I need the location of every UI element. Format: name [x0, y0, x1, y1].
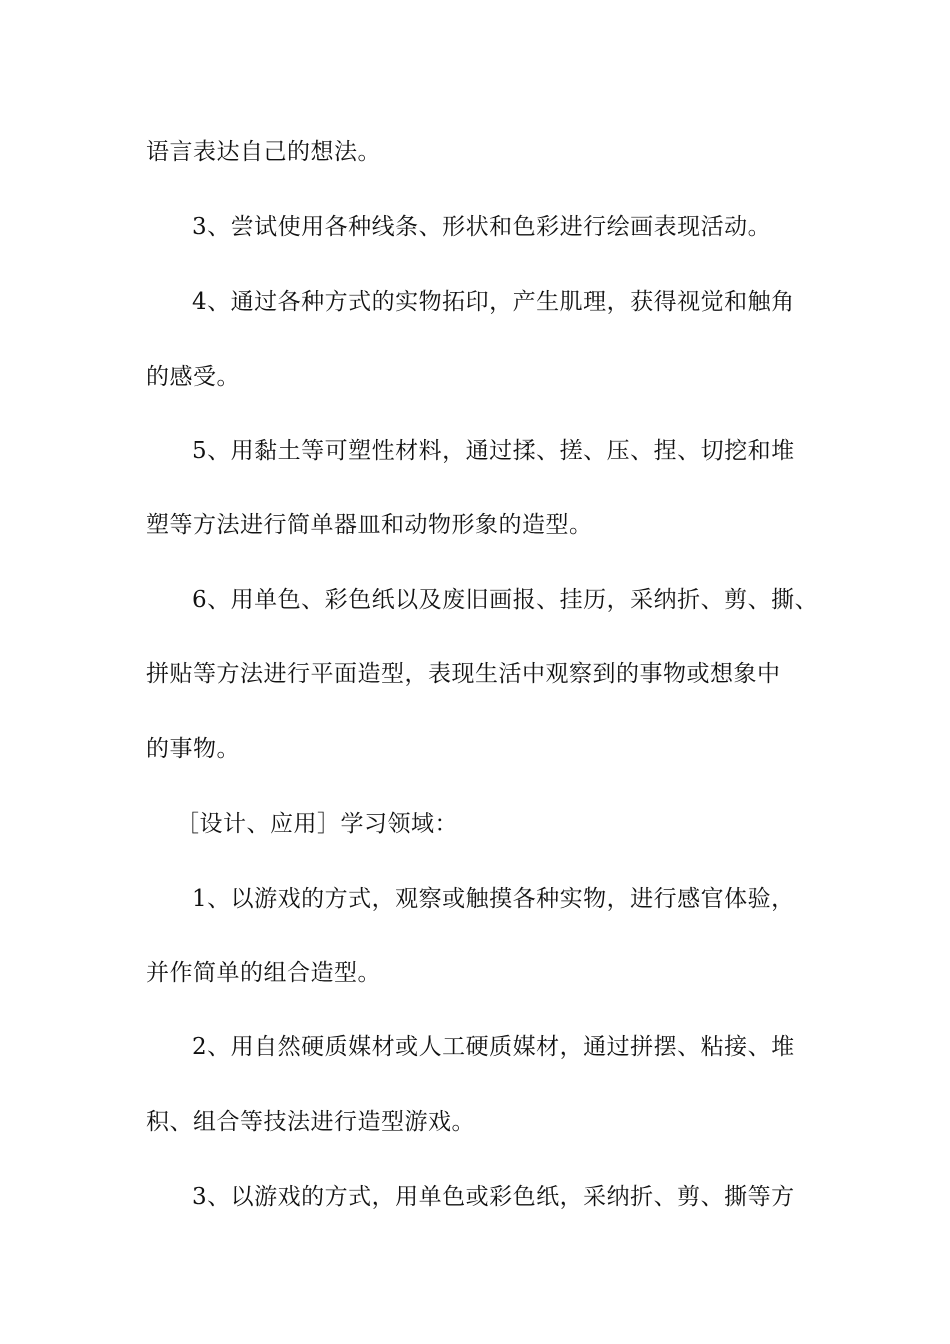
- list-item-6: 6、用单色、彩色纸以及废旧画报、挂历，采纳折、剪、撕、: [192, 587, 819, 613]
- list-item-5-continuation: 塑等方法进行简单器皿和动物形象的造型。: [146, 512, 593, 538]
- list-item-5: 5、用黏土等可塑性材料，通过揉、搓、压、捏、切挖和堆: [192, 438, 795, 464]
- list-item-6-continuation-2: 的事物。: [146, 736, 240, 762]
- list-item-3: 3、尝试使用各种线条、形状和色彩进行绘画表现活动。: [192, 214, 772, 240]
- paragraph-continuation: 语言表达自己的想法。: [146, 139, 381, 165]
- list-item-4-continuation: 的感受。: [146, 364, 240, 390]
- design-item-2: 2、用自然硬质媒材或人工硬质媒材，通过拼摆、粘接、堆: [192, 1034, 795, 1060]
- design-item-3: 3、以游戏的方式，用单色或彩色纸，采纳折、剪、撕等方: [192, 1184, 795, 1210]
- section-heading: ［设计、应用］学习领域：: [176, 811, 458, 837]
- design-item-1: 1、以游戏的方式，观察或触摸各种实物，进行感官体验，: [192, 886, 795, 912]
- list-item-6-continuation: 拼贴等方法进行平面造型，表现生活中观察到的事物或想象中: [146, 661, 781, 687]
- design-item-1-continuation: 并作简单的组合造型。: [146, 960, 381, 986]
- design-item-2-continuation: 积、组合等技法进行造型游戏。: [146, 1109, 475, 1135]
- list-item-4: 4、通过各种方式的实物拓印，产生肌理，获得视觉和触角: [192, 289, 795, 315]
